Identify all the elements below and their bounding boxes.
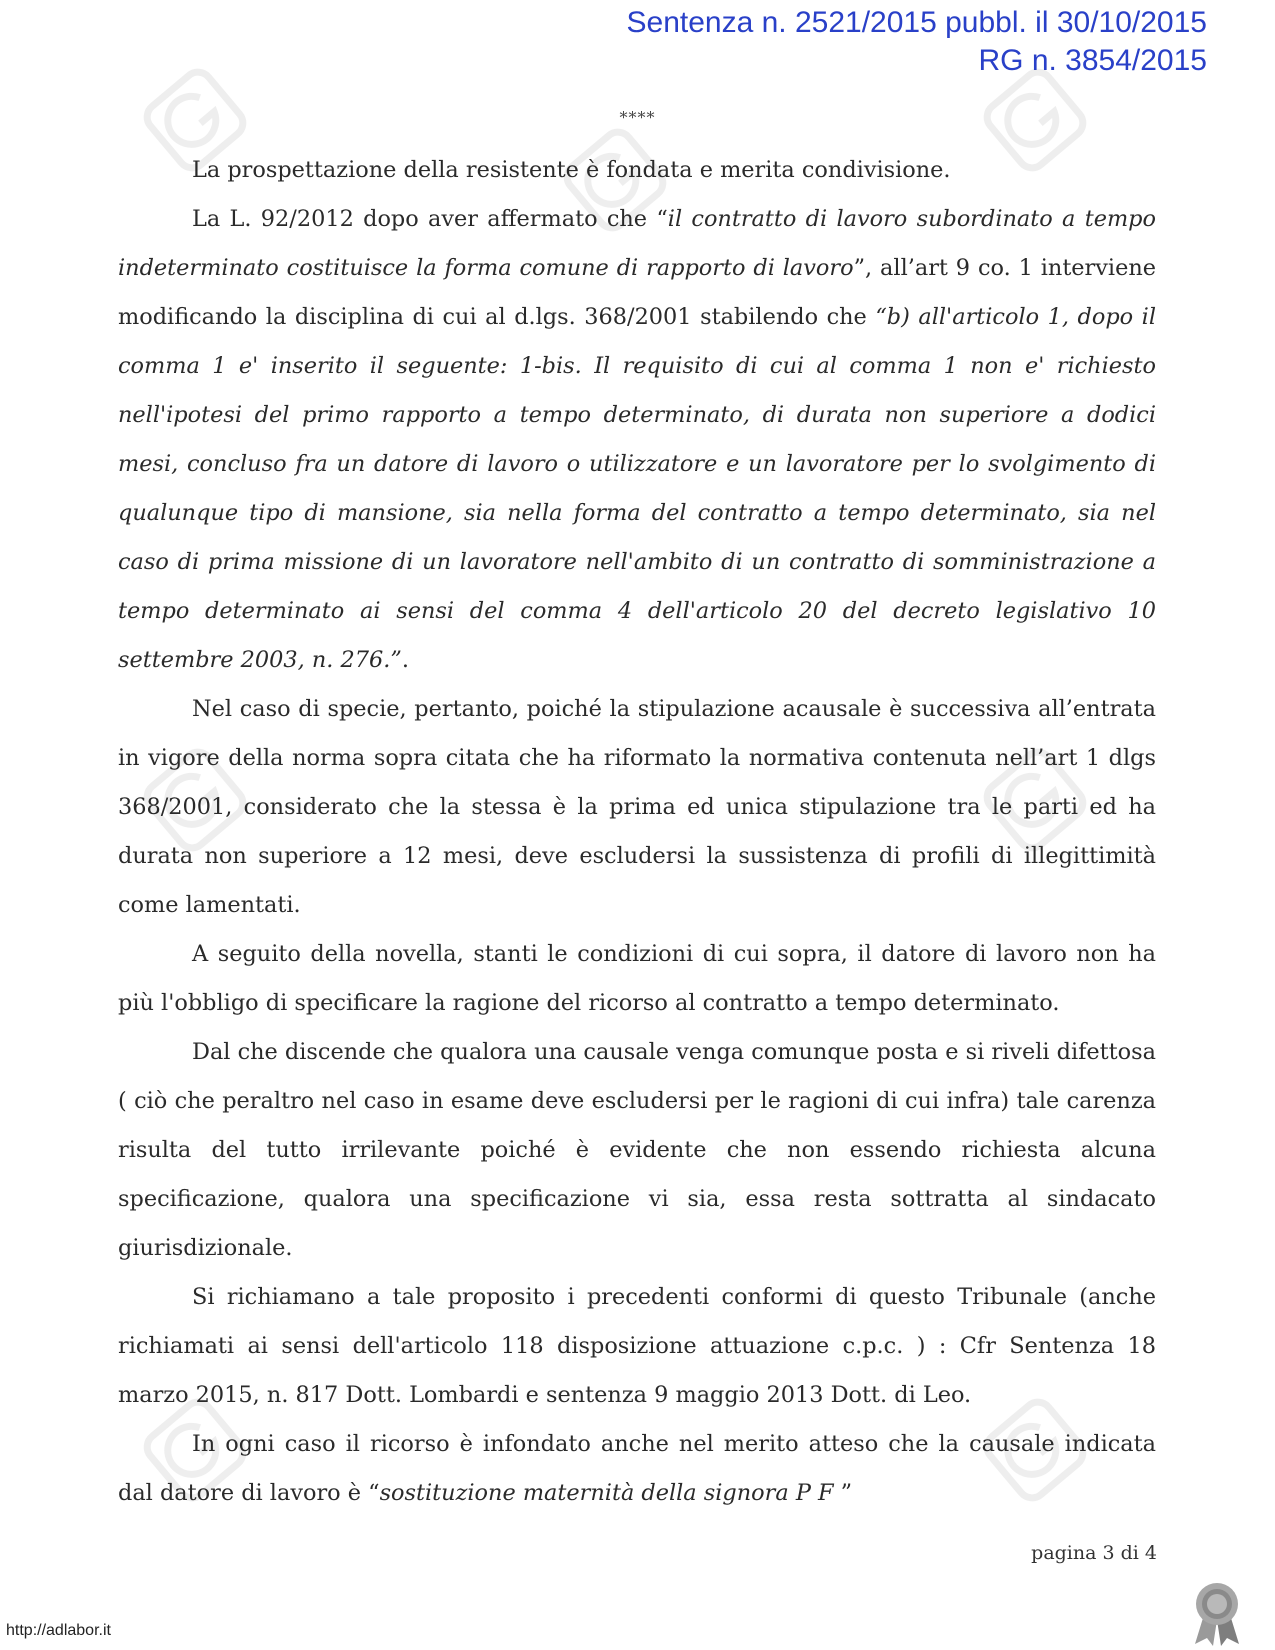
paragraph bbox=[118, 146, 1156, 195]
text-run: A seguito della novella, stanti le condizioni di cui sopra, il datore di lavoro non ha più l'obbligo di specificare la ragione del ricorso al contratto a tempo determinato. bbox=[118, 941, 1156, 1016]
quoted-text: sostituzione maternità della signora P F bbox=[379, 1480, 834, 1506]
quoted-text: il contratto di lavoro subordinato a tempo indeterminato costituisce la forma comune di rapporto di lavoro bbox=[118, 206, 1156, 281]
section-separator: **** bbox=[619, 108, 656, 127]
paragraph bbox=[118, 195, 1156, 685]
text-run: In ogni caso il ricorso è infondato anche nel merito atteso che la causale indicata dal datore di lavoro è “ bbox=[118, 1431, 1156, 1506]
text-run: ”, all’art 9 co. 1 interviene modificando la disciplina di cui al d.lgs. 368/2001 stabilendo che bbox=[118, 255, 1156, 330]
text-run: Nel caso di specie, pertanto, poiché la stipulazione acausale è successiva all’entrata in vigore della norma sopra citata che ha riformato la normativa contenuta nell’art 1 dlgs 368/2001, considerato che la stessa è la prima ed unica stipulazione tra le parti ed ha durata non superiore a 12 mesi, deve escludersi la sussistenza di profili di illegittimità come lamentati. bbox=[118, 696, 1156, 918]
text-run: La L. 92/2012 dopo aver affermato che “ bbox=[192, 206, 668, 232]
paragraph bbox=[118, 1028, 1156, 1273]
text-run: Dal che discende che qualora una causale venga comunque posta e si riveli difettosa ( ciò che peraltro nel caso in esame deve escludersi per le ragioni di cui infra) tale carenza risulta del tutto irrilevante poiché è evidente che non essendo richiesta alcuna specificazione, qualora una specificazione vi sia, essa resta sottratta al sindacato giurisdizionale. bbox=[118, 1039, 1156, 1261]
paragraph bbox=[118, 930, 1156, 1028]
text-run: . bbox=[401, 647, 409, 673]
sentence-number: Sentenza n. 2521/2015 pubbl. il 30/10/2015 bbox=[626, 6, 1207, 39]
seal-icon bbox=[1189, 1580, 1245, 1646]
quoted-text: “b) all'articolo 1, dopo il comma 1 e' inserito il seguente: 1-bis. Il requisito di cui al comma 1 non e' richiesto nell'ipotesi del primo rapporto a tempo determinato, di durata non superiore a dodici mesi, concluso fra un datore di lavoro o utilizzatore e un lavoratore per lo svolgimento di qualunque tipo di mansione, sia nella forma del contratto a tempo determinato, sia nel caso di prima missione di un lavoratore nell'ambito di un contratto di somministrazione a tempo determinato ai sensi del comma 4 dell'articolo 20 del decreto legislativo 10 settembre 2003, n. 276.” bbox=[118, 304, 1156, 673]
paragraph bbox=[118, 1420, 1156, 1518]
source-url-link[interactable]: http://adlabor.it bbox=[6, 1622, 111, 1639]
paragraph bbox=[118, 685, 1156, 930]
filing-stamp bbox=[627, 4, 1208, 80]
text-run: La prospettazione della resistente è fondata e merita condivisione. bbox=[192, 157, 951, 183]
page-number: pagina 3 di 4 bbox=[1031, 1542, 1157, 1564]
text-run: ” bbox=[833, 1480, 853, 1506]
text-run: Si richiamano a tale proposito i precedenti conformi di questo Tribunale (anche richiamati ai sensi dell'articolo 118 disposizione attuazione c.p.c. ) : Cfr Sentenza 18 marzo 2015, n. 817 Dott. Lombardi e sentenza 9 maggio 2013 Dott. di Leo. bbox=[118, 1284, 1156, 1408]
rg-number: RG n. 3854/2015 bbox=[978, 44, 1207, 77]
paragraph bbox=[118, 1273, 1156, 1420]
document-body bbox=[118, 146, 1156, 1518]
